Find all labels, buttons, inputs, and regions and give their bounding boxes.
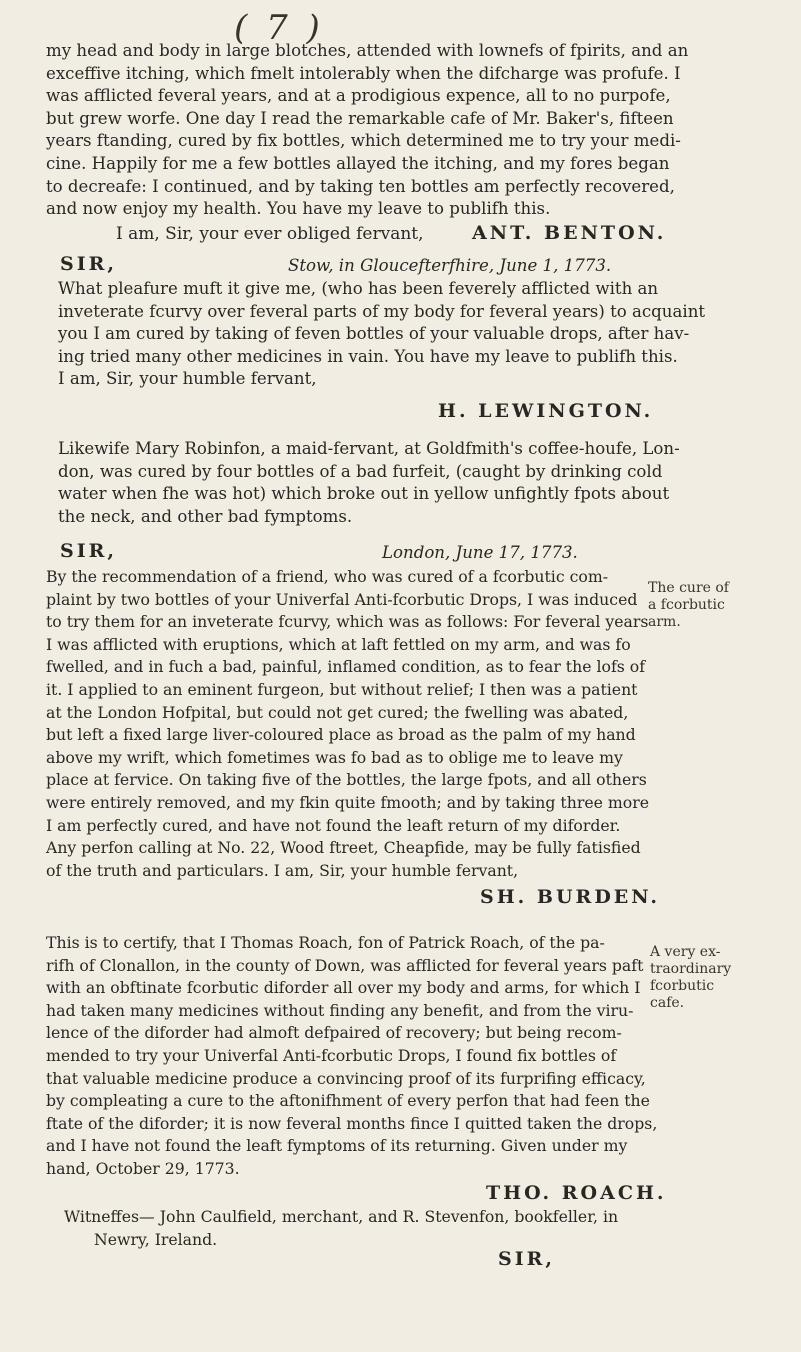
text-line: by compleating a cure to the aftonifhment of every perfon that had feen the bbox=[46, 1091, 650, 1111]
text-line: cine. Happily for me a few bottles allayed the itching, and my fores began bbox=[46, 153, 670, 173]
text-line: fwelled, and in fuch a bad, painful, inflamed condition, as to fear the lofs of bbox=[46, 657, 646, 677]
text-line: above my wrift, which fometimes was fo bad as to oblige me to leave my bbox=[46, 747, 623, 767]
text-line: were entirely removed, and my fkin quite fmooth; and by taking three more bbox=[46, 792, 649, 812]
letter2-signature: H. LEWINGTON. bbox=[438, 400, 654, 422]
text-line: to decreafe: I continued, and by taking ten bottles am perfectly recovered, bbox=[46, 176, 675, 196]
text-line: plaint by two bottles of your Univerfal Anti-fcorbutic Drops, I was induced bbox=[46, 589, 638, 609]
text-line: to try them for an inveterate fcurvy, which was as follows: For feveral years bbox=[46, 612, 649, 632]
text-line: that valuable medicine produce a convincing proof of its furprifing efficacy, bbox=[46, 1068, 646, 1088]
text-line: By the recommendation of a friend, who was cured of a fcorbutic com- bbox=[46, 567, 609, 586]
text-line: Newry, Ireland. bbox=[94, 1229, 218, 1249]
text-line: you I am cured by taking of feven bottles of your valuable drops, after hav- bbox=[58, 324, 690, 344]
text-line: hand, October 29, 1773. bbox=[46, 1158, 240, 1178]
text-line: This is to certify, that I Thomas Roach, fon of Patrick Roach, of the pa- bbox=[46, 933, 605, 952]
text-line: Likewife Mary Robinfon, a maid-fervant, at Goldfmith's coffee-houfe, Lon- bbox=[58, 439, 680, 458]
text-line: but grew worfe. One day I read the remarkable cafe of Mr. Baker's, fifteen bbox=[46, 108, 674, 128]
letter3-signature: SH. BURDEN. bbox=[480, 886, 661, 908]
text-line: but left a fixed large liver-coloured place as broad as the palm of my hand bbox=[46, 725, 636, 745]
text-line: with an obftinate fcorbutic diforder all over my body and arms, for which I bbox=[46, 978, 641, 998]
letter2-salutation: SIR, bbox=[60, 253, 118, 275]
text-line: at the London Hofpital, but could not get cured; the fwelling was abated, bbox=[46, 702, 629, 722]
page-number-mark: ( 7 ) bbox=[234, 8, 324, 48]
margin-note-line: fcorbutic bbox=[650, 978, 715, 994]
certify-paragraph bbox=[46, 932, 658, 1181]
text-line: and now enjoy my health. You have my leave to publifh this. bbox=[46, 199, 551, 219]
letter3-dateline: London, June 17, 1773. bbox=[382, 543, 578, 562]
text-line: rifh of Clonallon, in the county of Down, was afflicted for feveral years paft bbox=[46, 955, 644, 975]
letter1-signoff: I am, Sir, your ever obliged fervant, bbox=[116, 224, 424, 244]
text-line: I am, Sir, your humble fervant, bbox=[58, 369, 317, 389]
text-line: Any perfon calling at No. 22, Wood ftreet, Cheapfide, may be fully fatisfied bbox=[46, 838, 641, 858]
margin-note-line: A very ex- bbox=[650, 944, 721, 960]
text-line: had taken many medicines without finding any benefit, and from the viru- bbox=[46, 1000, 634, 1020]
margin-note-line: arm. bbox=[648, 614, 681, 630]
text-line: What pleafure muft it give me, (who has been feverely afflicted with an bbox=[58, 279, 659, 298]
letter3-salutation: SIR, bbox=[60, 540, 118, 562]
text-line: water when fhe was hot) which broke out in yellow unfightly fpots about bbox=[58, 484, 670, 504]
text-line: it. I applied to an eminent furgeon, but without relief; I then was a patient bbox=[46, 679, 638, 699]
text-line: inveterate fcurvy over feveral parts of my body for feveral years) to acquaint bbox=[58, 301, 706, 321]
text-line: I am perfectly cured, and have not found the leaft return of my diforder. bbox=[46, 815, 621, 835]
letter2-dateline: Stow, in Gloucefterfhire, June 1, 1773. bbox=[288, 256, 612, 275]
margin-note-line: cafe. bbox=[650, 995, 685, 1011]
letter3-body bbox=[46, 566, 649, 882]
text-line: years ftanding, cured by fix bottles, which determined me to try your medi- bbox=[46, 131, 681, 151]
witnesses-paragraph bbox=[64, 1206, 664, 1251]
text-line: and I have not found the leaft fymptoms of its returning. Given under my bbox=[46, 1136, 628, 1156]
text-line: the neck, and other bad fymptoms. bbox=[58, 506, 353, 526]
margin-note-line: traordinary bbox=[650, 961, 732, 977]
letter1-signature: ANT. BENTON. bbox=[472, 222, 667, 244]
text-line: Witneffes— John Caulfield, merchant, and R. Stevenfon, bookfeller, in bbox=[64, 1207, 619, 1226]
text-line: ing tried many other medicines in vain. You have my leave to publifh this. bbox=[58, 346, 678, 366]
margin-note-line: a fcorbutic bbox=[648, 597, 725, 613]
text-line: of the truth and particulars. I am, Sir, your humble fervant, bbox=[46, 860, 519, 880]
certify-signature: THO. ROACH. bbox=[486, 1182, 667, 1204]
text-line: don, was cured by four bottles of a bad furfeit, (caught by drinking cold bbox=[58, 461, 663, 481]
text-line: lence of the diforder had almoft defpaired of recovery; but being recom- bbox=[46, 1023, 622, 1043]
letter2-body bbox=[58, 278, 706, 391]
text-line: ftate of the diforder; it is now feveral months fince I quitted taken the drops, bbox=[46, 1113, 658, 1133]
closing-salutation: SIR, bbox=[498, 1248, 556, 1270]
text-line: I was afflicted with eruptions, which at laft fettled on my arm, and was fo bbox=[46, 634, 631, 654]
text-line: mended to try your Univerfal Anti-fcorbutic Drops, I found fix bottles of bbox=[46, 1045, 617, 1065]
text-line: was afflicted feveral years, and at a prodigious expence, all to no purpofe, bbox=[46, 86, 671, 106]
likewise-paragraph bbox=[58, 438, 702, 528]
letter1-body bbox=[46, 40, 702, 221]
letter3-margin-note bbox=[648, 580, 738, 631]
certify-margin-note bbox=[650, 944, 740, 1012]
text-line: place at fervice. On taking five of the bottles, the large fpots, and all others bbox=[46, 770, 647, 790]
margin-note-line: The cure of bbox=[648, 580, 729, 596]
text-line: exceffive itching, which fmelt intolerably when the difcharge was profufe. I bbox=[46, 63, 681, 83]
text-line: my head and body in large blotches, attended with lownefs of fpirits, and an bbox=[46, 41, 689, 60]
